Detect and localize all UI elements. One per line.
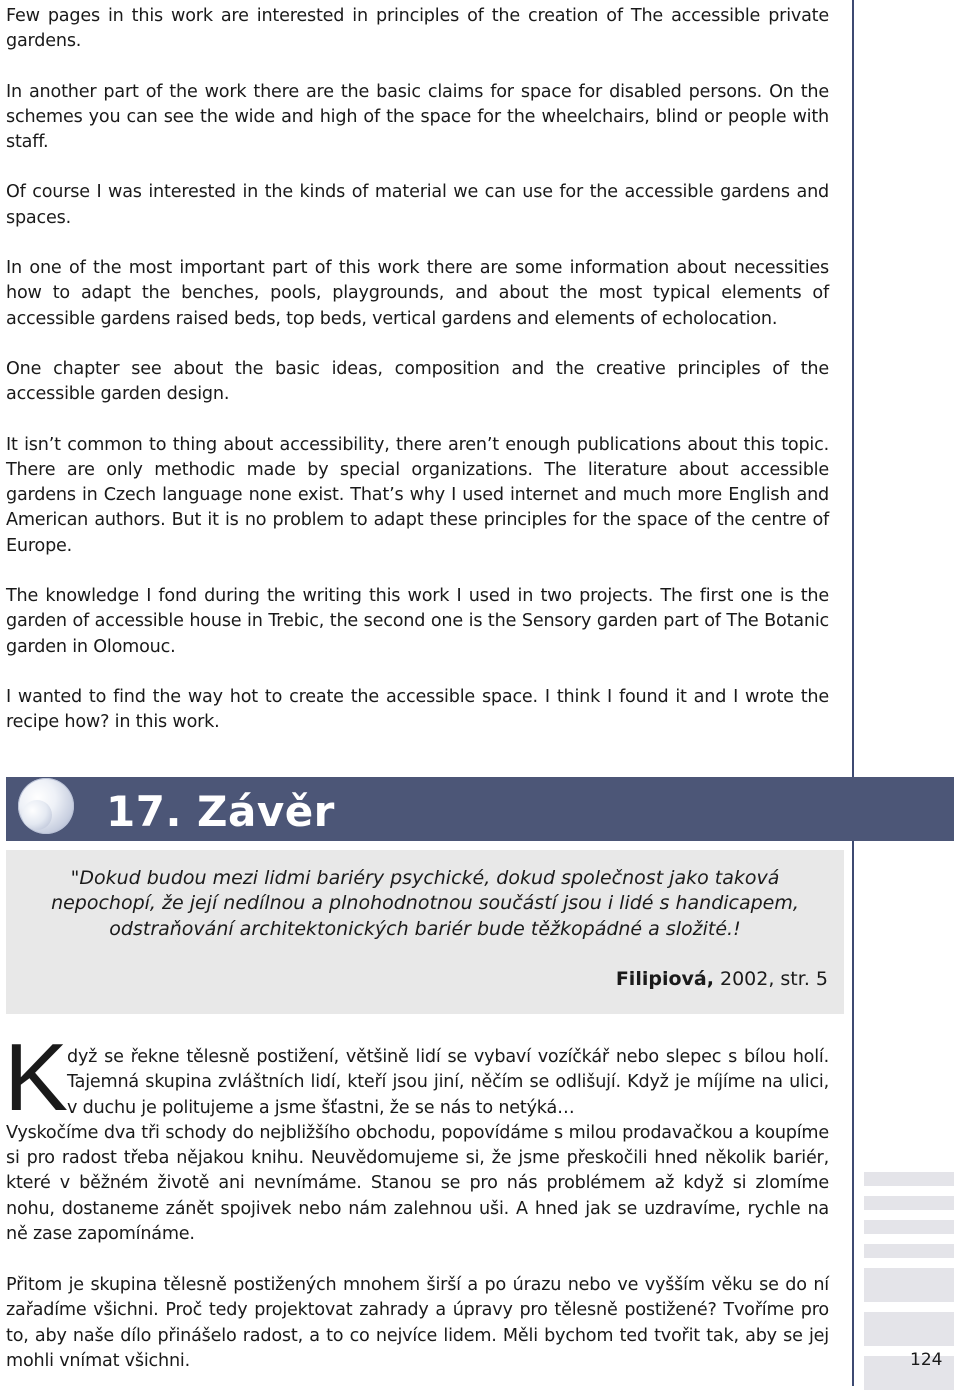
paragraph: It isn’t common to thing about accessibility, there aren’t enough publications about this topic. There are only methodic made by special organizations. The literature about accessible gardens in Czech language none exist. That’s why I used internet and much more English and American authors. But it is no problem to adapt these principles for the space of the centre of Europe. xyxy=(6,434,829,556)
paragraph: Of course I was interested in the kinds of material we can use for the accessible gardens and spaces. xyxy=(6,182,829,228)
stripe xyxy=(864,1244,954,1258)
paragraph: In one of the most important part of this work there are some information about necessities how to adapt the benches, pools, playgrounds, and about the most typical elements of accessible gardens raised beds, top beds, vertical gardens and elements of echolocation. xyxy=(6,258,829,329)
paragraph: In another part of the work there are the basic claims for space for disabled persons. On the schemes you can see the wide and high of the space for the wheelchairs, blind or people with staff. xyxy=(6,81,829,153)
quote-citation xyxy=(616,968,828,990)
paragraph: Few pages in this work are interested in principles of the creation of The accessible private gardens. xyxy=(6,6,829,52)
quote-source: 2002, str. 5 xyxy=(713,968,828,990)
stripe xyxy=(864,1312,954,1346)
paragraph-continuation: Vyskočíme dva tři schody do nejbližšího obchodu, popovídáme s milou prodavačkou a koupíme si pro radost třeba nějakou knihu. Neuvědomujeme si, že jsme přeskočili hned několik bariér, které v běžném životě ani nevnímáme. Stanou se pro nás problémem až když si zlomíme nohu, dostaneme zánět spojivek nebo nám zalehnou uši. A hned jak se uzdravíme, rychle na ně zase zapomínáme. xyxy=(6,1122,829,1245)
paragraph: I wanted to find the way hot to create the accessible space. I think I found it and I wrote the recipe how? in this work. xyxy=(6,686,829,733)
page-number: 124 xyxy=(910,1350,943,1370)
stripe xyxy=(864,1220,954,1234)
drop-cap-lines: dyž se řekne tělesně postižení, většině lidí se vybaví vozíčkář nebo slepec s bílou holí. Tajemná skupina zvláštních lidí, kteří jsou jiní, něčím se odlišují. Když je míjíme na ulici, v duchu je politujeme a jsme šťastni, že se nás to netýká… xyxy=(67,1047,829,1118)
quote-author: Filipiová, xyxy=(615,968,714,990)
conclusion-paragraph xyxy=(6,1045,829,1247)
small-bubble-icon xyxy=(22,800,52,830)
section-heading: 17. Závěr xyxy=(106,787,335,836)
stripe xyxy=(864,1196,954,1210)
paragraph: One chapter see about the basic ideas, composition and the creative principles of the accessible garden design. xyxy=(6,358,829,405)
conclusion-last-paragraph: Přitom je skupina tělesně postižených mnohem širší a po úrazu nebo ve vyšším věku se do ní zařadíme všichni. Proč tedy projektovat zahrady a úpravy pro tělesně postižené? Tvoříme pro to, aby naše dílo přinášelo radost, a to co nejvíce lidem. Měli bychom ted tvořit tak, aby se jej mohli vnímat všichni. xyxy=(6,1275,829,1371)
stripe xyxy=(864,1172,954,1186)
stripe xyxy=(864,1268,954,1302)
drop-cap: K xyxy=(4,1024,69,1131)
quote-text: "Dokud budou mezi lidmi bariéry psychické, dokud společnost jako taková nepochopí, že její nedílnou a plnohodnotnou součástí jsou i lidé s handicapem, odstraňování architektonických bariér bude těžkopádné a složité.! xyxy=(51,867,799,940)
paragraph: The knowledge I fond during the writing this work I used in two projects. The first one is the garden of accessible house in Trebic, the second one is the Sensory garden part of The Botanic garden in Olomouc. xyxy=(6,586,829,657)
margin-rule xyxy=(852,0,854,1386)
quote-box xyxy=(6,850,844,1014)
intro-text xyxy=(6,4,829,761)
